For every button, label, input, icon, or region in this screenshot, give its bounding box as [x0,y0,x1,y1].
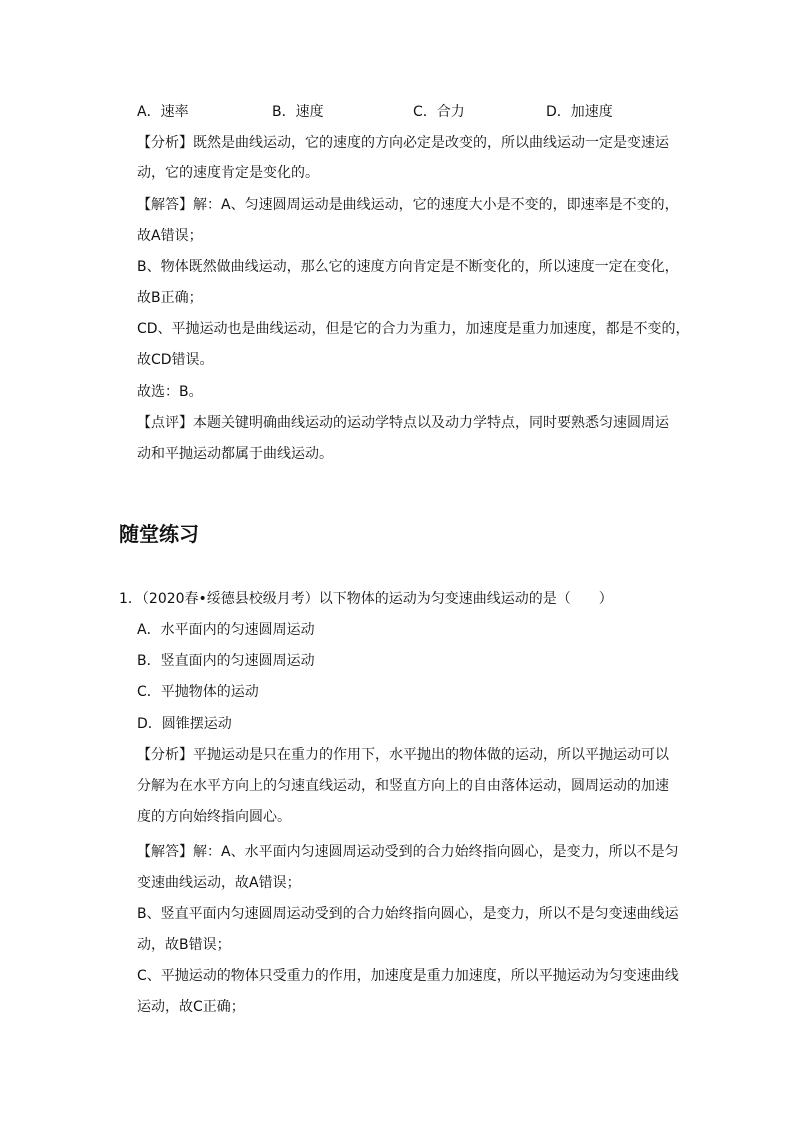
answer-line: C、平抛运动的物体只受重力的作用，加速度是重力加速度，所以平抛运动为匀变速曲线 [137,968,679,984]
answer-line: 运动，故C正确； [137,999,245,1015]
question-stem: 1．（2020春•绥德县校级月考）以下物体的运动为匀变速曲线运动的是（ ） [119,591,613,607]
analysis-line: 度的方向始终指向圆心。 [137,809,291,825]
answer-line: CD、平抛运动也是曲线运动，但是它的合力为重力，加速度是重力加速度，都是不变的， [137,321,690,337]
option-b: B．速度 [272,104,324,120]
question-option: C．平抛物体的运动 [137,684,259,700]
answer-line: 【解答】解：A、水平面内匀速圆周运动受到的合力始终指向圆心，是变力，所以不是匀 [137,844,679,860]
question-option: B．竖直面内的匀速圆周运动 [137,653,315,669]
analysis-line: 【分析】平抛运动是只在重力的作用下，水平抛出的物体做的运动，所以平抛运动可以 [137,747,669,763]
analysis-line: 【分析】既然是曲线运动，它的速度的方向必定是改变的，所以曲线运动一定是变速运 [137,135,669,151]
answer-line: 动，故B错误； [137,937,231,953]
answer-line: 变速曲线运动，故A错误； [137,875,301,891]
answer-line: 故选：B。 [137,384,203,400]
answer-line: 故CD错误。 [137,352,214,368]
answer-line: B、竖直平面内匀速圆周运动受到的合力始终指向圆心，是变力，所以不是匀变速曲线运 [137,906,679,922]
section-title: 随堂练习 [119,522,199,546]
comment-line: 【点评】本题关键明确曲线运动的运动学特点以及动力学特点，同时要熟悉匀速圆周运 [137,415,669,431]
answer-line: 故A错误； [137,228,203,244]
analysis-line: 分解为在水平方向上的匀速直线运动，和竖直方向上的自由落体运动，圆周运动的加速 [137,778,669,794]
analysis-line: 动，它的速度肯定是变化的。 [137,165,319,181]
option-d: D．加速度 [546,104,613,120]
question-option: D．圆锥摆运动 [137,716,232,732]
answer-line: 故B正确； [137,290,203,306]
option-a: A．速率 [137,104,189,120]
answer-line: 【解答】解：A、匀速圆周运动是曲线运动，它的速度大小是不变的，即速率是不变的， [137,197,679,213]
option-c: C．合力 [413,104,465,120]
answer-line: B、物体既然做曲线运动，那么它的速度方向肯定是不断变化的，所以速度一定在变化， [137,259,679,275]
question-option: A．水平面内的匀速圆周运动 [137,622,315,638]
comment-line: 动和平抛运动都属于曲线运动。 [137,446,333,462]
